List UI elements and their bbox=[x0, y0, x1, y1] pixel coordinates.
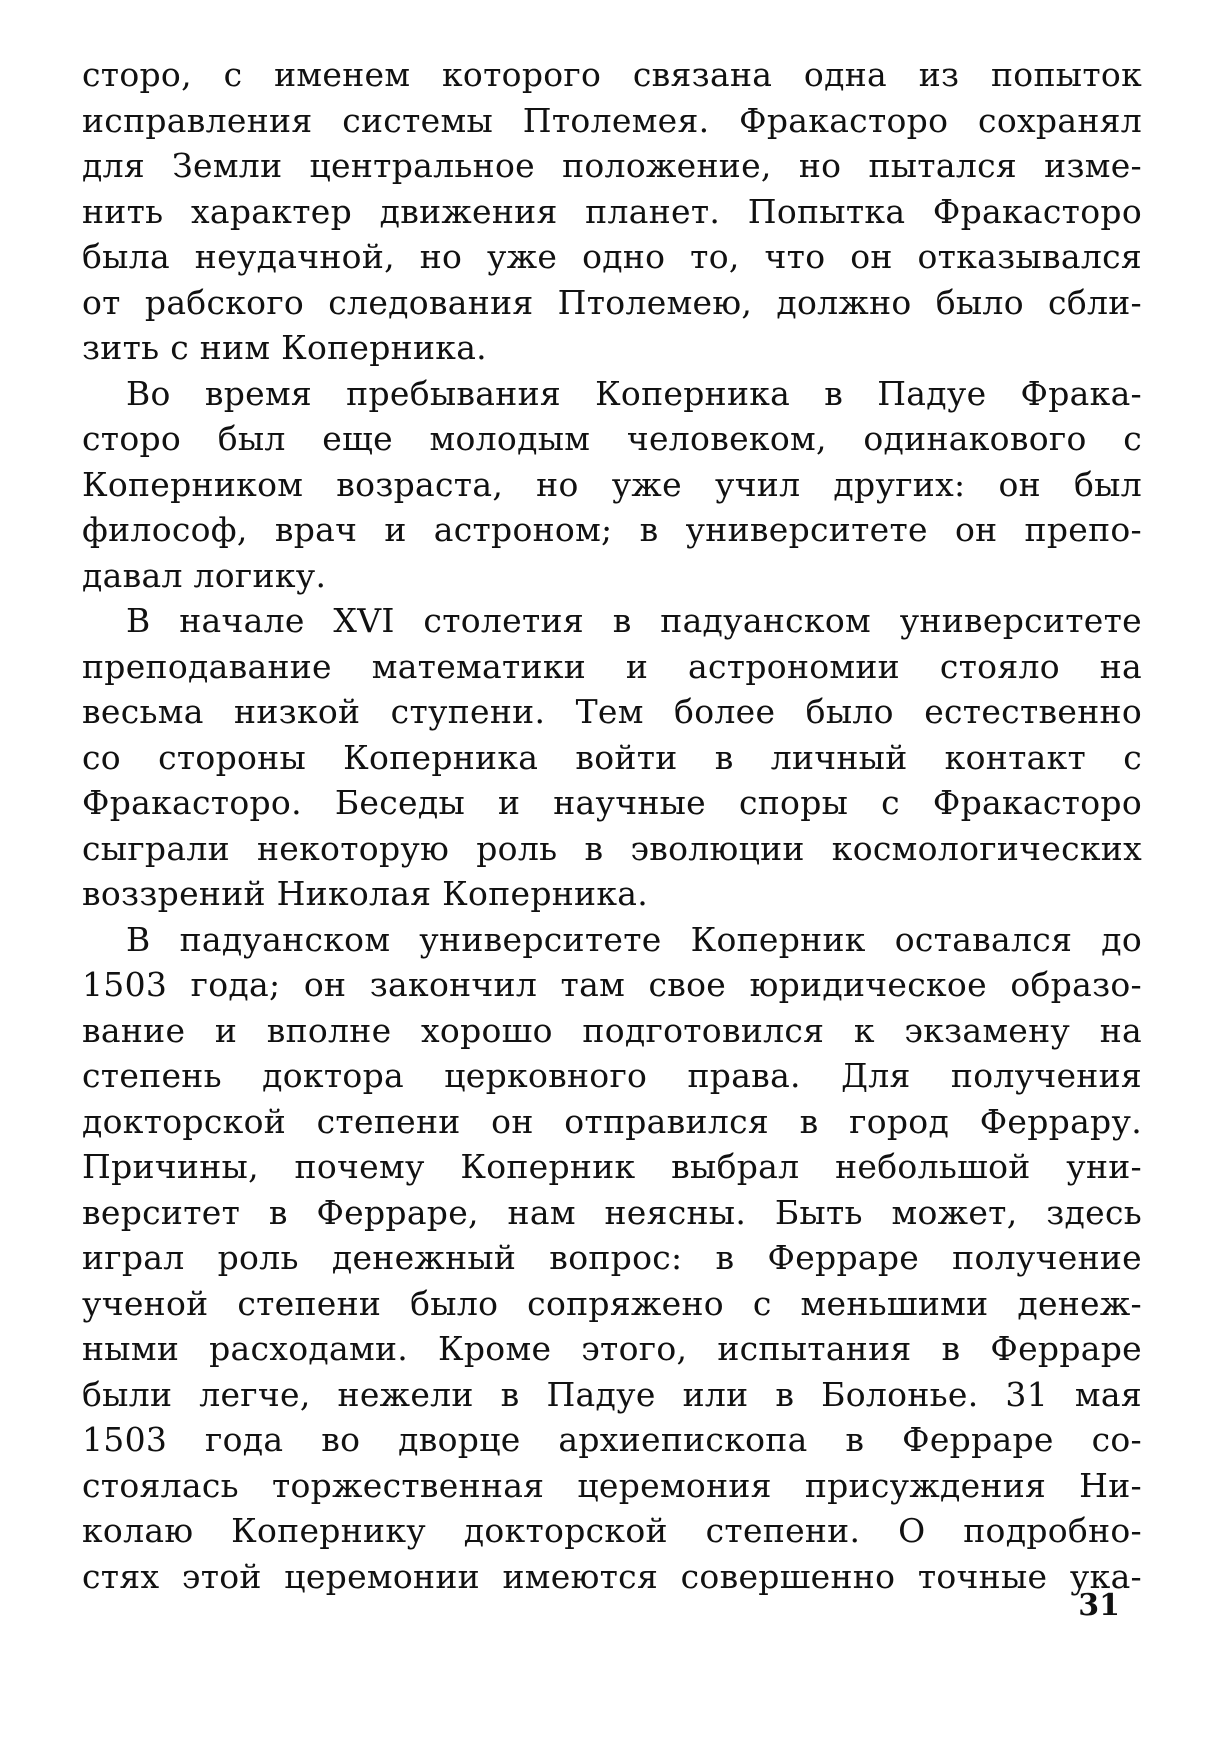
text-line: зить с ним Коперника. bbox=[82, 328, 487, 367]
text-line: играл роль денежный вопрос: в Ферраре получение bbox=[82, 1238, 1142, 1277]
text-line: ученой степени было сопряжено с меньшими денеж- bbox=[82, 1283, 1142, 1323]
text-line: степень доктора церковного права. Для получения bbox=[82, 1056, 1142, 1095]
text-line: колаю Копернику докторской степени. О подробно- bbox=[82, 1511, 1142, 1550]
text-line: нить характер движения планет. Попытка Фракасторо bbox=[82, 191, 1142, 231]
paragraph bbox=[82, 917, 1142, 1600]
text-line: В падуанском университете Коперник оставался до bbox=[126, 919, 1142, 959]
page-number: 31 bbox=[1078, 1588, 1120, 1623]
text-line: сторо был еще молодым человеком, одинакового с bbox=[82, 419, 1142, 458]
text-line: для Земли центральное положение, но пытался изме- bbox=[82, 146, 1142, 185]
text-line: от рабского следования Птолемею, должно было сбли- bbox=[82, 282, 1142, 322]
paragraph bbox=[82, 371, 1142, 599]
text-line: докторской степени он отправился в город Феррару. bbox=[82, 1101, 1142, 1141]
text-line: стях этой церемонии имеются совершенно точные ука- bbox=[82, 1556, 1142, 1596]
text-line: Фракасторо. Беседы и научные споры с Фракасторо bbox=[82, 783, 1142, 822]
text-line: Коперником возраста, но уже учил других: он был bbox=[82, 464, 1142, 504]
text-line: весьма низкой ступени. Тем более было естественно bbox=[82, 692, 1142, 731]
text-line: были легче, нежели в Падуе или в Болонье. 31 мая bbox=[82, 1374, 1142, 1414]
text-line: ными расходами. Кроме этого, испытания в Ферраре bbox=[82, 1329, 1142, 1368]
text-line: стоялась торжественная церемония присуждения Ни- bbox=[82, 1465, 1142, 1505]
text-line: Причины, почему Коперник выбрал небольшой уни- bbox=[82, 1147, 1142, 1186]
text-line: философ, врач и астроном; в университете он препо- bbox=[82, 510, 1142, 549]
text-line: В начале XVI столетия в падуанском университете bbox=[126, 601, 1142, 640]
text-line: была неудачной, но уже одно то, что он отказывался bbox=[82, 237, 1142, 276]
text-line: вание и вполне хорошо подготовился к экзамену на bbox=[82, 1010, 1142, 1050]
text-line: 1503 года во дворце архиепископа в Ферраре со- bbox=[82, 1420, 1142, 1459]
text-line: со стороны Коперника войти в личный контакт с bbox=[82, 737, 1142, 777]
text-line: давал логику. bbox=[82, 555, 327, 595]
text-line: преподавание математики и астрономии стояло на bbox=[82, 646, 1142, 686]
text-line: воззрений Николая Коперника. bbox=[82, 874, 649, 913]
paragraph bbox=[82, 52, 1142, 371]
text-line: Во время пребывания Коперника в Падуе Фрака- bbox=[126, 373, 1142, 413]
text-line: исправления системы Птолемея. Фракасторо сохранял bbox=[82, 100, 1142, 140]
text-line: сыграли некоторую роль в эволюции космологических bbox=[82, 828, 1142, 868]
page-text bbox=[82, 52, 1142, 1599]
paragraph bbox=[82, 598, 1142, 917]
text-line: сторо, с именем которого связана одна из попыток bbox=[82, 55, 1142, 94]
text-line: 1503 года; он закончил там свое юридическое образо- bbox=[82, 965, 1142, 1004]
text-line: верситет в Ферраре, нам неясны. Быть может, здесь bbox=[82, 1192, 1142, 1232]
